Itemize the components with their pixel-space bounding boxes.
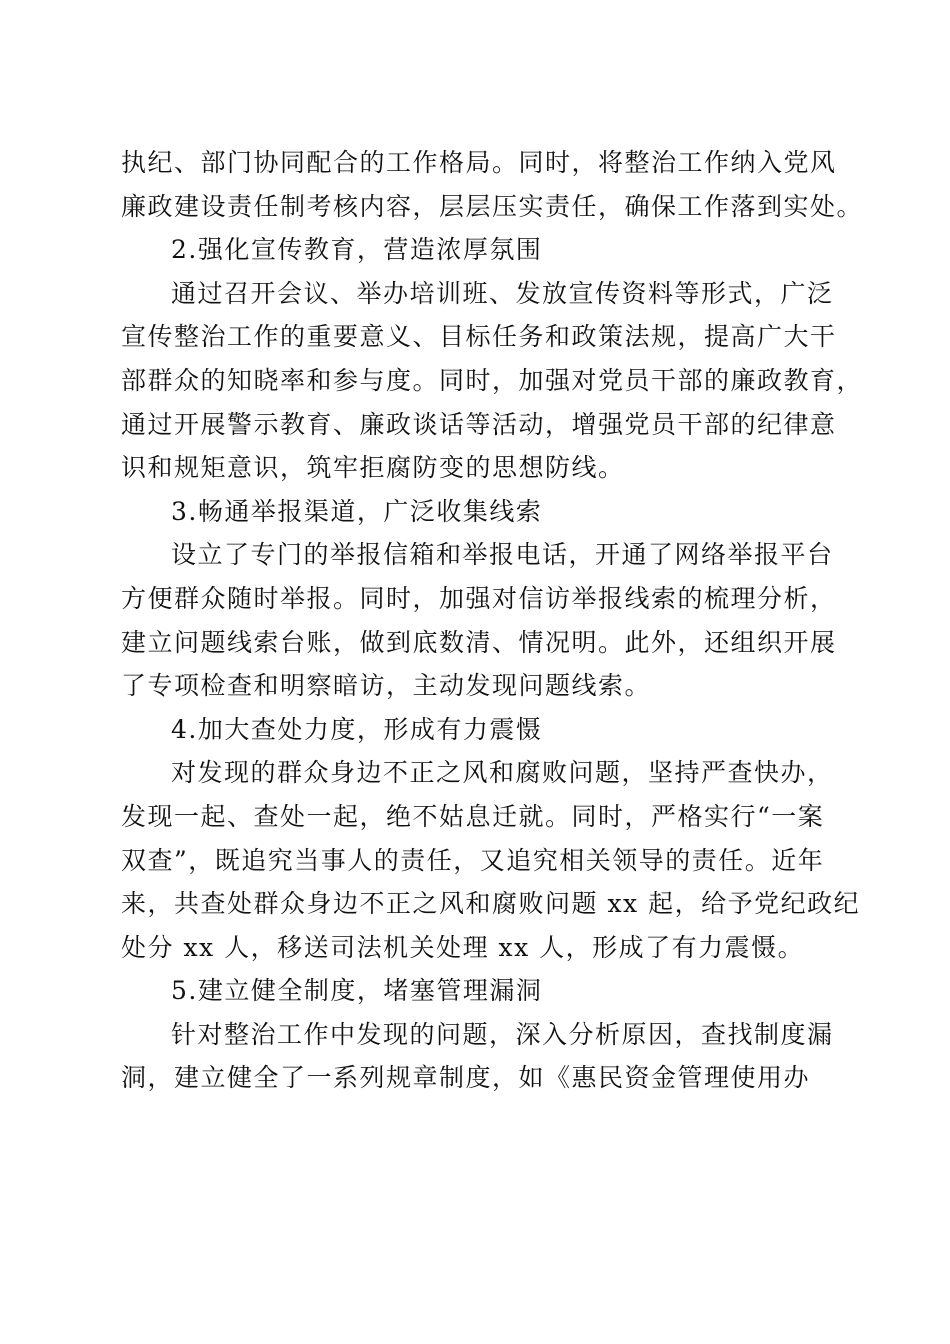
paragraph-line: 识和规矩意识，筑牢拒腐防变的思想防线。	[121, 453, 625, 483]
paragraph-line: 来，共查处群众身边不正之风和腐败问题 xx 起，给予党纪政纪	[121, 889, 861, 919]
paragraph-line: 廉政建设责任制考核内容，层层压实责任，确保工作落到实处。	[121, 191, 864, 221]
paragraph-line: 执纪、部门协同配合的工作格局。同时，将整治工作纳入党风	[121, 148, 837, 177]
section-heading: 3.畅通举报渠道，广泛收集线索	[171, 496, 543, 526]
paragraph-line: 洞，建立健全了一系列规章制度，如《惠民资金管理使用办	[121, 1063, 811, 1093]
paragraph-line: 方便群众随时举报。同时，加强对信访举报线索的梳理分析，	[121, 583, 837, 613]
section-heading: 5.建立健全制度，堵塞管理漏洞	[171, 976, 543, 1006]
paragraph-line: 通过召开会议、举办培训班、发放宣传资料等形式，广泛	[171, 278, 834, 308]
paragraph-line: 通过开展警示教育、廉政谈话等活动，增强党员干部的纪律意	[121, 409, 837, 439]
paragraph-line: 发现一起、查处一起，绝不姑息迁就。同时，严格实行“一案	[121, 801, 825, 831]
paragraph-line: 对发现的群众身边不正之风和腐败问题，坚持严查快办，	[171, 758, 834, 788]
paragraph-line: 设立了专门的举报信箱和举报电话，开通了网络举报平台	[171, 540, 834, 570]
section-heading: 2.强化宣传教育，营造浓厚氛围	[171, 235, 543, 265]
paragraph-line: 宣传整治工作的重要意义、目标任务和政策法规，提高广大干	[121, 322, 837, 352]
paragraph-line: 针对整治工作中发现的问题，深入分析原因，查找制度漏	[171, 1019, 834, 1049]
paragraph-line: 了专项检查和明察暗访，主动发现问题线索。	[121, 671, 652, 701]
paragraph-line: 双查”，既追究当事人的责任，又追究相关领导的责任。近年	[121, 845, 825, 875]
paragraph-line: 建立问题线索台账，做到底数清、情况明。此外，还组织开展	[121, 627, 837, 657]
document-body	[121, 141, 864, 1100]
paragraph-line: 处分 xx 人，移送司法机关处理 xx 人，形成了有力震慑。	[121, 932, 805, 962]
paragraph-line: 部群众的知晓率和参与度。同时，加强对党员干部的廉政教育，	[121, 365, 864, 395]
section-heading: 4.加大查处力度，形成有力震慑	[171, 714, 543, 744]
